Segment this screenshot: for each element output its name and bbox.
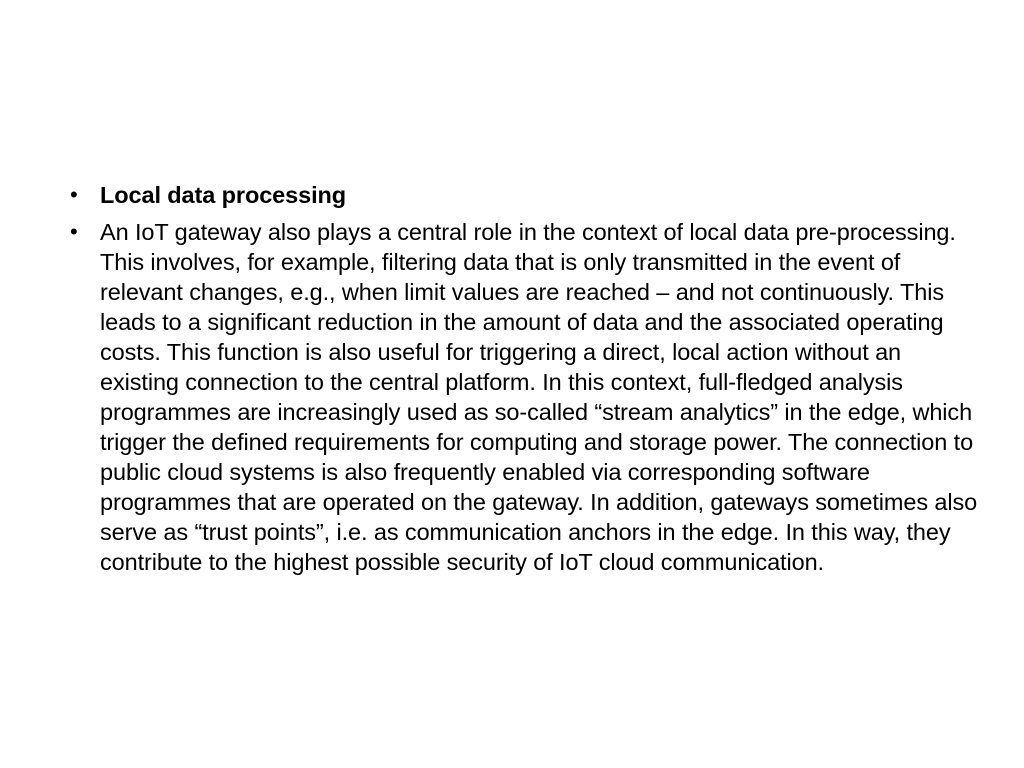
bullet-marker: • [70,219,78,244]
bullet-marker: • [70,182,78,207]
bullet-item-body [70,217,980,577]
bullet-list [70,180,980,577]
section-heading: Local data processing [100,182,347,208]
body-paragraph: An IoT gateway also plays a central role in the context of local data pre-processing. This involves, for example, filtering data that is only transmitted in the event of relevant changes, e.g., when limit values are reached – and not continuously. This leads to a significant reduction in the amount of data and the associated operating costs. This function is also useful for triggering a direct, local action without an existing connection to the central platform. In this context, full-fledged analysis programmes are increasingly used as so-called “stream analytics” in the edge, which trigger the defined requirements for computing and storage power. The connection to public cloud systems is also frequently enabled via corresponding software programmes that are operated on the gateway. In addition, gateways sometimes also serve as “trust points”, i.e. as communication anchors in the edge. In this way, they contribute to the highest possible security of IoT cloud communication. [100,219,978,575]
bullet-item-heading [70,180,980,210]
